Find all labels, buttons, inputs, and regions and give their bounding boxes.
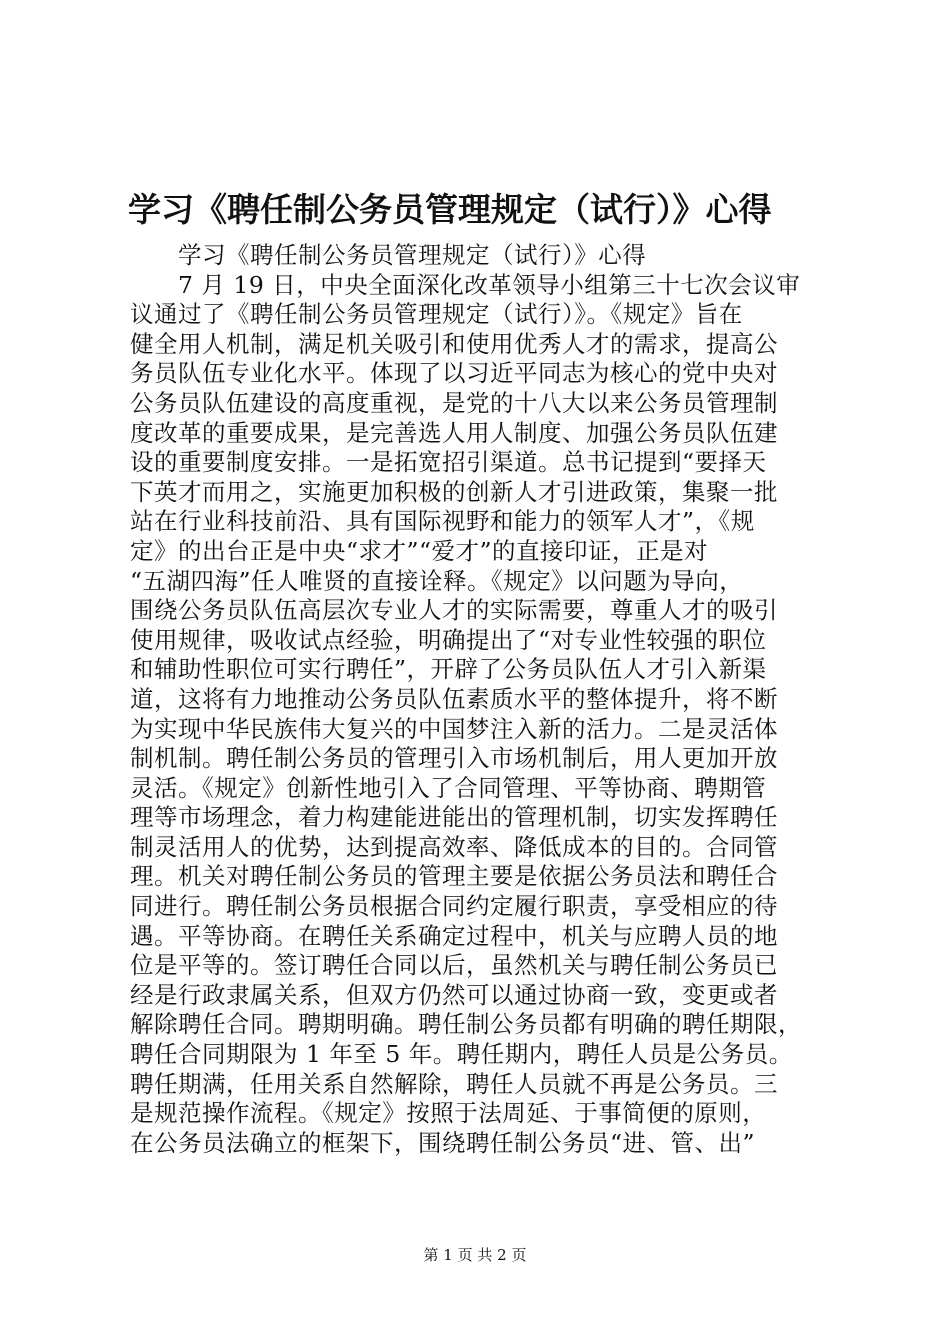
body-line: 制灵活用人的优势，达到提高效率、降低成本的目的。合同管 (130, 832, 778, 861)
body-line: 使用规律，吸收试点经验，明确提出了“对专业性较强的职位 (130, 625, 767, 654)
body-line: 是规范操作流程。《规定》按照于法周延、于事简便的原则， (130, 1099, 767, 1128)
page-footer (0, 1245, 950, 1265)
body-line: 聘任合同期限为 1 年至 5 年。聘任期内，聘任人员是公务员。 (130, 1040, 793, 1069)
body-line: 遇。平等协商。在聘任关系确定过程中，机关与应聘人员的地 (130, 921, 778, 950)
body-line: 为实现中华民族伟大复兴的中国梦注入新的活力。二是灵活体 (130, 714, 778, 743)
body-line: 度改革的重要成果，是完善选人用人制度、加强公务员队伍建 (130, 418, 778, 447)
body-line: 制机制。聘任制公务员的管理引入市场机制后，用人更加开放 (130, 744, 778, 773)
document-subtitle: 学习《聘任制公务员管理规定（试行）》心得 (178, 241, 647, 269)
body-line: 7 月 19 日，中央全面深化改革领导小组第三十七次会议审 (178, 270, 801, 299)
body-line: 和辅助性职位可实行聘任”，开辟了公务员队伍人才引入新渠 (130, 655, 767, 684)
body-line: 理。机关对聘任制公务员的管理主要是依据公务员法和聘任合 (130, 862, 778, 891)
body-line: “五湖四海”任人唯贤的直接诠释。《规定》以问题为导向， (130, 566, 744, 595)
body-line: 理等市场理念，着力构建能进能出的管理机制，切实发挥聘任 (130, 803, 778, 832)
body-line: 务员队伍专业化水平。体现了以习近平同志为核心的党中央对 (130, 359, 778, 388)
body-line: 公务员队伍建设的高度重视，是党的十八大以来公务员管理制 (130, 388, 778, 417)
body-line: 道，这将有力地推动公务员队伍素质水平的整体提升，将不断 (130, 684, 778, 713)
document-title: 学习《聘任制公务员管理规定（试行）》心得 (128, 190, 772, 229)
body-line: 灵活。《规定》创新性地引入了合同管理、平等协商、聘期管 (130, 773, 767, 802)
body-line: 站在行业科技前沿、具有国际视野和能力的领军人才”，《规 (130, 507, 755, 536)
body-line: 围绕公务员队伍高层次专业人才的实际需要，尊重人才的吸引 (130, 596, 778, 625)
body-line: 聘任期满，任用关系自然解除，聘任人员就不再是公务员。三 (130, 1069, 778, 1098)
body-line: 解除聘任合同。聘期明确。聘任制公务员都有明确的聘任期限， (130, 1010, 802, 1039)
body-line: 健全用人机制，满足机关吸引和使用优秀人才的需求，提高公 (130, 329, 778, 358)
body-line: 同进行。聘任制公务员根据合同约定履行职责，享受相应的待 (130, 892, 778, 921)
body-line: 经是行政隶属关系，但双方仍然可以通过协商一致，变更或者 (130, 980, 778, 1009)
body-line: 议通过了《聘任制公务员管理规定（试行）》。《规定》旨在 (130, 300, 743, 329)
body-line: 在公务员法确立的框架下，围绕聘任制公务员“进、管、出” (130, 1128, 756, 1157)
body-line: 设的重要制度安排。一是拓宽招引渠道。总书记提到“要择天 (130, 448, 767, 477)
page-number: 第 1 页 共 2 页 (423, 1246, 527, 1264)
document-body (130, 241, 830, 1158)
body-line: 定》的出台正是中央“求才”“爱才”的直接印证，正是对 (130, 536, 709, 565)
body-line: 位是平等的。签订聘任合同以后，虽然机关与聘任制公务员已 (130, 951, 778, 980)
body-line: 下英才而用之，实施更加积极的创新人才引进政策，集聚一批 (130, 477, 778, 506)
